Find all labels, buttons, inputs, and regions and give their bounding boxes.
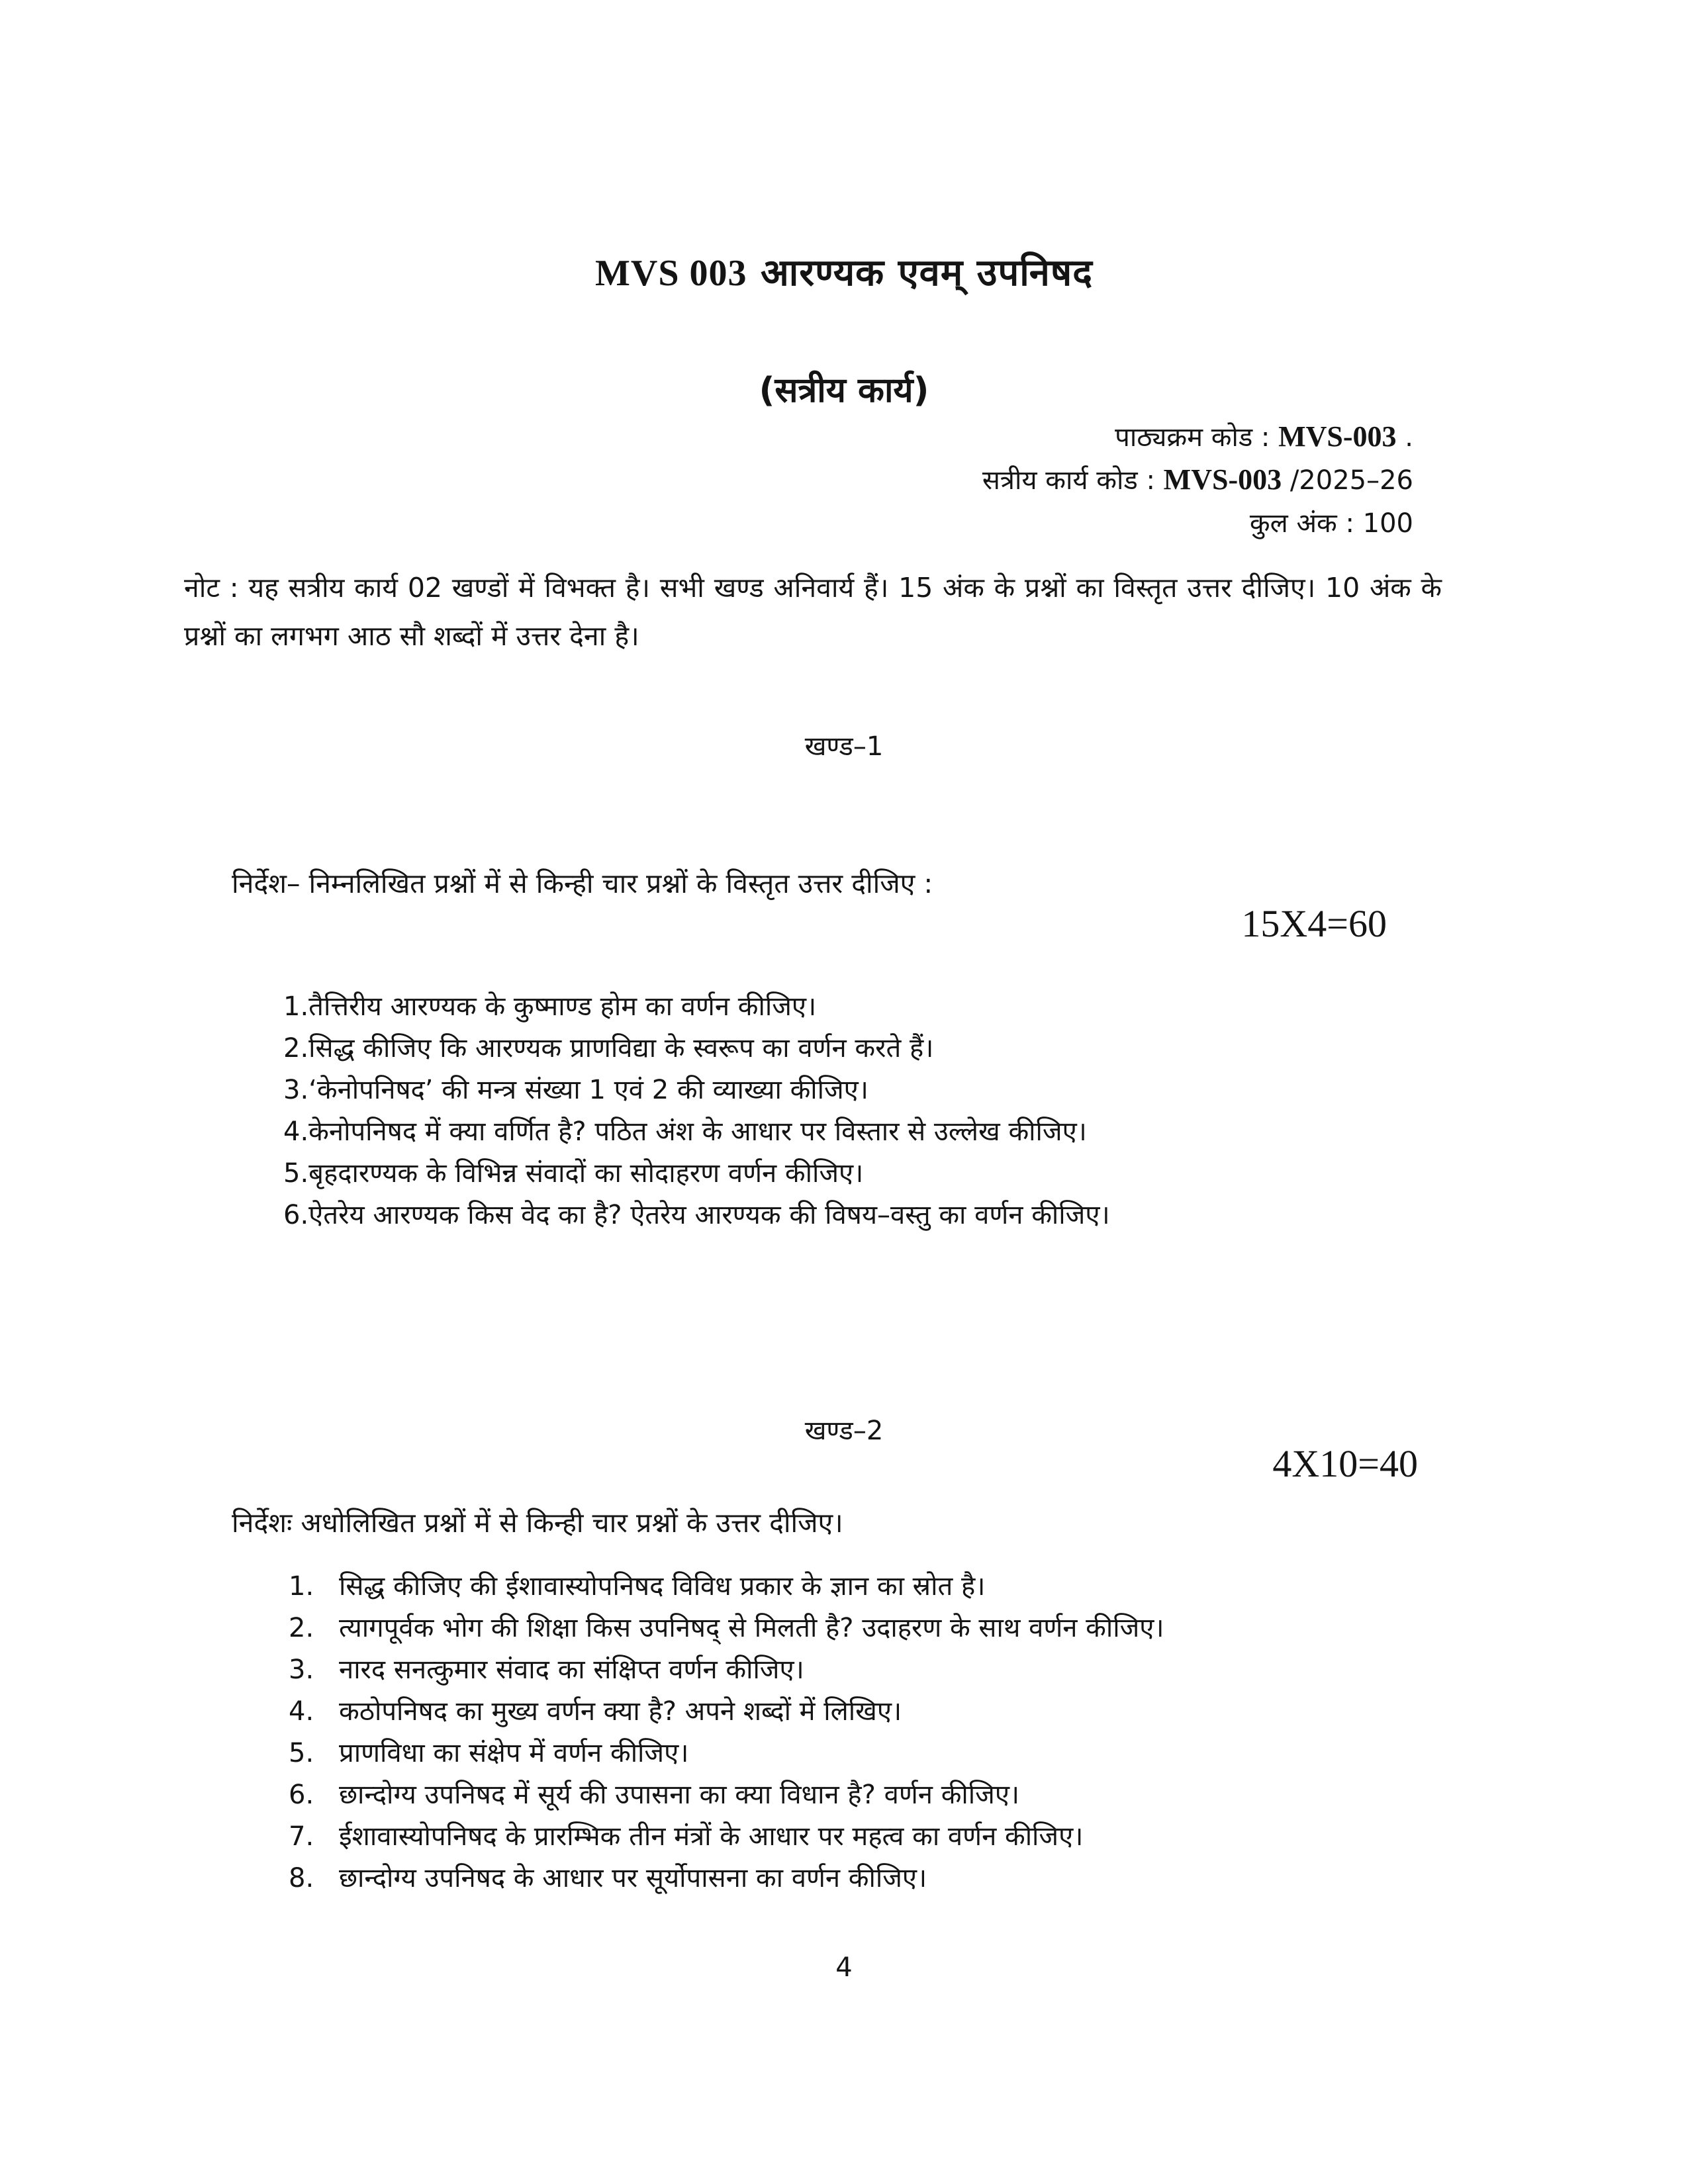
question-number: 4.	[289, 1696, 314, 1727]
assignment-subtitle: (सत्रीय कार्य)	[759, 371, 929, 410]
meta-tail: /2025–26	[1282, 465, 1413, 496]
question-item: 2.सिद्ध कीजिए कि आरण्यक प्राणविद्या के स्वरूप का वर्णन करते हैं।	[283, 1033, 934, 1064]
question-item	[289, 1691, 1164, 1733]
section1-question-list	[283, 986, 1110, 1236]
question-number: 8.	[289, 1863, 314, 1893]
question-number: 3.	[289, 1655, 314, 1685]
section1-heading: खण्ड–1	[804, 731, 884, 762]
page-number: 4	[835, 1952, 853, 1983]
question-item: 5.बृहदारण्यक के विभिन्न संवादों का सोदाहरण वर्णन कीजिए।	[283, 1158, 864, 1189]
question-text: त्यागपूर्वक भोग की शिक्षा किस उपनिषद् से मिलती है? उदाहरण के साथ वर्णन कीजिए।	[339, 1613, 1164, 1643]
question-text: नारद सनत्कुमार संवाद का संक्षिप्त वर्णन कीजिए।	[339, 1655, 804, 1685]
question-text: ईशावास्योपनिषद के प्रारम्भिक तीन मंत्रों के आधार पर महत्व का वर्णन कीजिए।	[339, 1821, 1084, 1852]
meta-label: सत्रीय कार्य कोड :	[982, 465, 1164, 496]
meta-total-marks-line	[982, 502, 1413, 545]
meta-block	[982, 416, 1413, 545]
meta-code: MVS-003	[1163, 463, 1282, 496]
question-item: 1.तैत्तिरीय आरण्यक के कुष्माण्ड होम का वर्णन कीजिए।	[283, 991, 817, 1022]
note-paragraph: नोट : यह सत्रीय कार्य 02 खण्डों में विभक्त है। सभी खण्ड अनिवार्य हैं। 15 अंक के प्रश्नों का विस्तृत उत्तर दीजिए। 10 अंक के प्रश्नों का लगभग आठ सौ शब्दों में उत्तर देना है।	[184, 572, 1442, 652]
meta-assignment-code-line	[982, 459, 1413, 502]
question-item	[289, 1858, 1164, 1899]
question-number: 7.	[289, 1821, 314, 1852]
question-text: सिद्ध कीजिए की ईशावास्योपनिषद विविध प्रकार के ज्ञान का स्रोत है।	[339, 1571, 986, 1602]
course-code: MVS 003	[595, 253, 747, 294]
course-title: आरण्यक एवम् उपनिषद	[760, 251, 1093, 295]
section2-marks: 4X10=40	[1272, 1442, 1418, 1485]
meta-label: पाठ्यक्रम कोड :	[1115, 422, 1279, 453]
question-text: छान्दोग्य उपनिषद में सूर्य की उपासना का क्या विधान है? वर्णन कीजिए।	[339, 1780, 1020, 1810]
question-number: 1.	[289, 1571, 314, 1602]
question-text: कठोपनिषद का मुख्य वर्णन क्या है? अपने शब्दों में लिखिए।	[339, 1696, 902, 1727]
question-item	[289, 1649, 1164, 1691]
question-item: 6.ऐतरेय आरण्यक किस वेद का है? ऐतरेय आरण्यक की विषय–वस्तु का वर्णन कीजिए।	[283, 1200, 1110, 1230]
question-item: 4.केनोपनिषद में क्या वर्णित है? पठित अंश के आधार पर विस्तार से उल्लेख कीजिए।	[283, 1116, 1087, 1147]
question-text: प्राणविधा का संक्षेप में वर्णन कीजिए।	[339, 1738, 689, 1768]
section2-question-list	[289, 1566, 1164, 1899]
question-item: 3.‘केनोपनिषद’ की मन्त्र संख्या 1 एवं 2 की व्याख्या कीजिए।	[283, 1075, 868, 1105]
page-title	[0, 246, 1688, 296]
question-number: 5.	[289, 1738, 314, 1768]
question-text: छान्दोग्य उपनिषद के आधार पर सूर्योपासना का वर्णन कीजिए।	[339, 1863, 927, 1893]
section2-instruction: निर्देशः अधोलिखित प्रश्नों में से किन्ही चार प्रश्नों के उत्तर दीजिए।	[232, 1507, 843, 1539]
section1-instruction: निर्देश– निम्नलिखित प्रश्नों में से किन्ही चार प्रश्नों के विस्तृत उत्तर दीजिए :	[232, 868, 933, 899]
meta-label: कुल अंक :	[1249, 508, 1363, 539]
question-number: 2.	[289, 1613, 314, 1643]
section1-marks: 15X4=60	[1241, 902, 1387, 945]
question-item	[289, 1566, 1164, 1608]
meta-course-code-line	[982, 416, 1413, 459]
meta-tail: 100	[1362, 508, 1413, 539]
meta-tail: .	[1396, 422, 1413, 453]
meta-code: MVS-003	[1278, 420, 1397, 453]
question-item	[289, 1733, 1164, 1774]
question-number: 6.	[289, 1780, 314, 1810]
question-item	[289, 1774, 1164, 1816]
question-item	[289, 1816, 1164, 1858]
section2-heading: खण्ड–2	[804, 1416, 884, 1446]
question-item	[289, 1608, 1164, 1649]
